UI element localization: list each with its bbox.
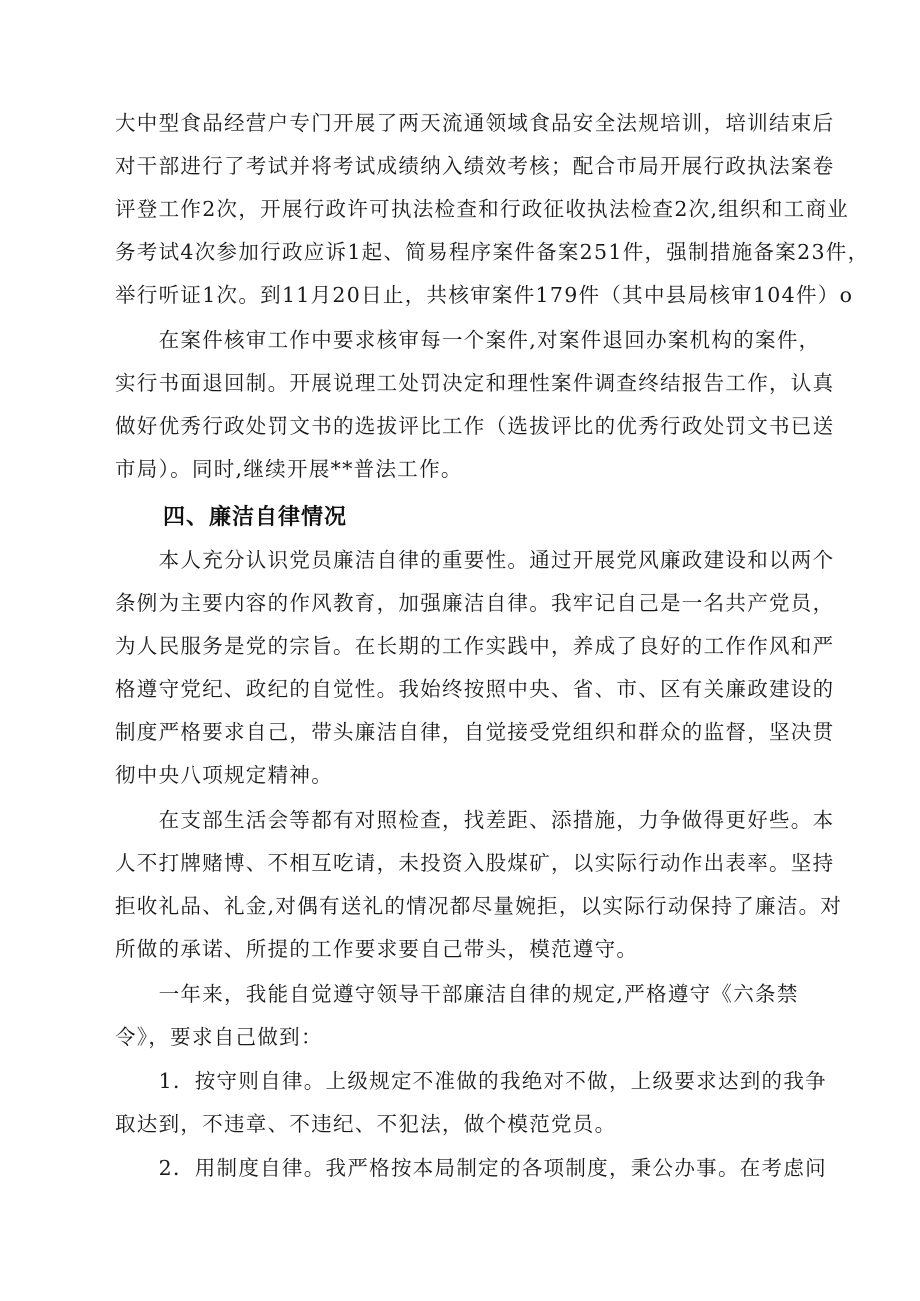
text-line: 本人充分认识党员廉洁自律的重要性。通过开展党风廉政建设和以两个 xyxy=(115,548,835,572)
text-line: 大中型食品经营户专门开展了两天流通领域食品安全法规培训，培训结束后 xyxy=(115,111,835,135)
text-line: 一年来，我能自觉遵守领导干部廉洁自律的规定,严格遵守《六条禁 xyxy=(115,982,799,1006)
text-line: 格遵守党纪、政纪的自觉性。我始终按照中央、省、市、区有关廉政建设的 xyxy=(115,677,835,701)
text-line: 市局）。同时,继续开展**普法工作。 xyxy=(115,457,463,481)
section-heading: 四、廉洁自律情况 xyxy=(163,505,348,530)
text-line: 人不打牌赌博、不相互吃请，未投资入股煤矿，以实际行动作出表率。坚持 xyxy=(115,851,835,875)
text-line: 为人民服务是党的宗旨。在长期的工作实践中，养成了良好的工作作风和严 xyxy=(115,634,835,658)
text-line: 做好优秀行政处罚文书的选拔评比工作（选拔评比的优秀行政处罚文书已送 xyxy=(115,414,835,438)
text-line: 在支部生活会等都有对照检查，找差距、添措施，力争做得更好些。本 xyxy=(115,808,835,832)
text-line: 令》，要求自己做到： xyxy=(115,1025,323,1049)
text-line: 举行听证1次。到11月20日止，共核审案件179件（其中县局核审104件）o xyxy=(115,283,854,307)
text-line: 拒收礼品、礼金,对偶有送礼的情况都尽量婉拒，以实际行动保持了廉洁。对 xyxy=(115,894,843,918)
text-line: 制度严格要求自己，带头廉洁自律，自觉接受党组织和群众的监督，坚决贯 xyxy=(115,720,835,744)
text-line: 所做的承诺、所提的工作要求要自己带头，模范遵守。 xyxy=(115,937,639,961)
text-line: 取达到，不违章、不违纪、不犯法，做个模范党员。 xyxy=(115,1112,617,1136)
text-line: 1．按守则自律。上级规定不准做的我绝对不做，上级要求达到的我争 xyxy=(115,1069,827,1093)
text-line: 在案件核审工作中要求核审每一个案件,对案件退回办案机构的案件， xyxy=(115,328,821,352)
text-line: 务考试4次参加行政应诉1起、简易程序案件备案251件，强制措施备案23件， xyxy=(115,240,870,264)
text-line: 2．用制度自律。我严格按本局制定的各项制度，秉公办事。在考虑问 xyxy=(115,1156,827,1180)
text-line: 实行书面退回制。开展说理工处罚决定和理性案件调查终结报告工作，认真 xyxy=(115,371,835,395)
text-line: 彻中央八项规定精神。 xyxy=(115,763,333,787)
text-line: 条例为主要内容的作风教育，加强廉洁自律。我牢记自己是一名共产党员， xyxy=(115,591,835,615)
text-line: 对干部进行了考试并将考试成绩纳入绩效考核；配合市局开展行政执法案卷 xyxy=(115,154,835,178)
text-line: 评登工作2次，开展行政许可执法检查和行政征收执法检查2次,组织和工商业 xyxy=(115,197,850,221)
